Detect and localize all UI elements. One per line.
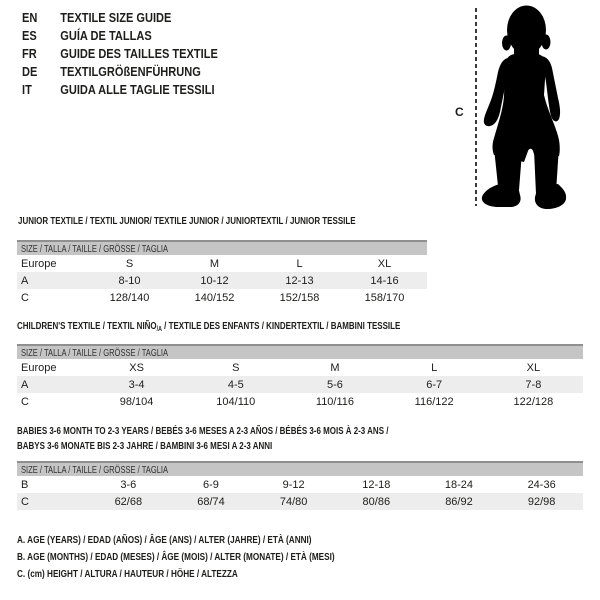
table-cell: 12-18 [362,478,391,491]
table-cell: 128/140 [109,291,150,304]
table-cell: 158/170 [364,291,405,304]
size-header-row [17,345,583,359]
section-title-junior: JUNIOR TEXTILE / TEXTIL JUNIOR/ TEXTILE JUNIOR / JUNIORTEXTIL / JUNIOR TESSILE [18,215,356,227]
language-code: EN [22,10,38,25]
table-row [17,289,427,306]
table-cell: A [17,272,87,289]
language-code: IT [22,82,32,97]
language-code: FR [22,46,37,61]
table-cell: M [330,361,340,374]
size-header-label: SIZE / TALLA / TAILLE / GRÖSSE / TAGLIA [21,242,169,255]
size-table-junior [17,240,427,306]
language-code: DE [22,64,38,79]
language-title: TEXTILE SIZE GUIDE [60,10,172,25]
table-row [17,393,583,410]
table-cell: XL [377,257,392,270]
table-cell: 4-5 [186,376,285,393]
size-table-children [17,344,583,410]
table-cell: 68/74 [170,493,253,510]
table-cell: S [125,257,134,270]
legend-line-a: A. AGE (YEARS) / EDAD (AÑOS) / ÂGE (ANS) / ALTER (JAHRE) / ETÀ (ANNI) [17,534,312,546]
table-cell: 6-7 [385,376,484,393]
table-cell: 122/128 [513,395,554,408]
table-cell: 18-24 [444,478,474,491]
table-cell: L [431,361,438,374]
table-row [17,255,427,272]
section-title-children-sub: /A [156,326,162,333]
table-row [17,493,583,510]
language-row [22,64,218,82]
table-cell: 116/122 [414,395,454,408]
section-title-babies [17,424,388,454]
table-cell: C [21,395,29,408]
language-row [22,82,218,100]
table-cell: 3-6 [120,478,137,491]
section-title-babies-line2: BABYS 3-6 MONATE BIS 2-3 JAHRE / BAMBINI 3-6 MESI A 2-3 ANNI [17,440,273,452]
table-cell: 9-12 [282,478,305,491]
size-header-label: SIZE / TALLA / TAILLE / GRÖSSE / TAGLIA [21,346,169,359]
height-measure-label: C [455,105,464,119]
language-title: GUÍA DE TALLAS [60,28,152,43]
language-title-list [22,10,252,100]
table-cell: 86/92 [418,493,501,510]
table-cell: Europe [21,257,57,270]
table-row [17,476,583,493]
table-cell: 92/98 [500,493,583,510]
legend-line-c: C. (cm) HEIGHT / ALTURA / HAUTEUR / HÖHE / ALTEZZA [17,568,238,580]
table-cell: M [209,257,220,270]
table-cell: 6-9 [203,478,219,491]
table-cell: B [21,478,29,491]
table-cell: 14-16 [342,272,427,289]
language-title: GUIDA ALLE TAGLIE TESSILI [60,82,215,97]
table-row [17,272,427,289]
size-header-label: SIZE / TALLA / TAILLE / GRÖSSE / TAGLIA [21,463,169,476]
size-table-babies [17,461,583,510]
table-cell: 110/116 [315,395,355,408]
language-title: GUIDE DES TAILLES TEXTILE [60,46,218,61]
language-code: ES [22,28,37,43]
table-cell: 80/86 [335,493,418,510]
table-cell: 5-6 [285,376,384,393]
table-cell: 12-13 [257,272,342,289]
table-cell: 3-4 [87,376,186,393]
table-cell: 7-8 [484,376,583,393]
table-cell: S [232,361,240,374]
table-cell: L [296,257,303,270]
table-cell: 74/80 [252,493,335,510]
table-cell: 104/110 [216,395,256,408]
table-cell: 8-10 [87,272,172,289]
table-cell: 62/68 [87,493,170,510]
size-header-row [17,241,427,255]
legend-line-b: B. AGE (MONTHS) / EDAD (MESES) / ÂGE (MOIS) / ALTER (MONATE) / ETÀ (MESI) [17,551,335,563]
table-row [17,359,583,376]
table-cell: A [17,376,87,393]
table-cell: 140/152 [194,291,235,304]
language-title: TEXTILGRÖßENFÜHRUNG [60,64,201,79]
table-cell: C [21,291,29,304]
language-row [22,46,218,64]
language-row [22,28,218,46]
table-cell: 10-12 [172,272,257,289]
child-silhouette-icon [470,0,600,215]
table-cell: 98/104 [119,395,154,408]
size-header-row [17,462,583,476]
table-cell: 24-36 [527,478,556,491]
table-cell: Europe [21,361,57,374]
section-title-children-post: / TEXTILE DES ENFANTS / KINDERTEXTIL / BAMBINI TESSILE [161,320,401,332]
table-cell: 152/158 [279,291,320,304]
section-title-babies-line1: BABIES 3-6 MONTH TO 2-3 YEARS / BEBÉS 3-6 MESES A 2-3 AÑOS / BÉBÉS 3-6 MOIS À 2-3 ANS / [17,425,389,437]
language-row [22,10,218,28]
table-row [17,376,583,393]
measure-legend [17,534,424,585]
table-cell: C [17,493,87,510]
section-title-children-pre: CHILDREN'S TEXTILE / TEXTIL NIÑO [17,320,157,332]
table-cell: XS [129,361,144,374]
section-title-children [17,320,400,336]
table-cell: XL [526,361,541,374]
